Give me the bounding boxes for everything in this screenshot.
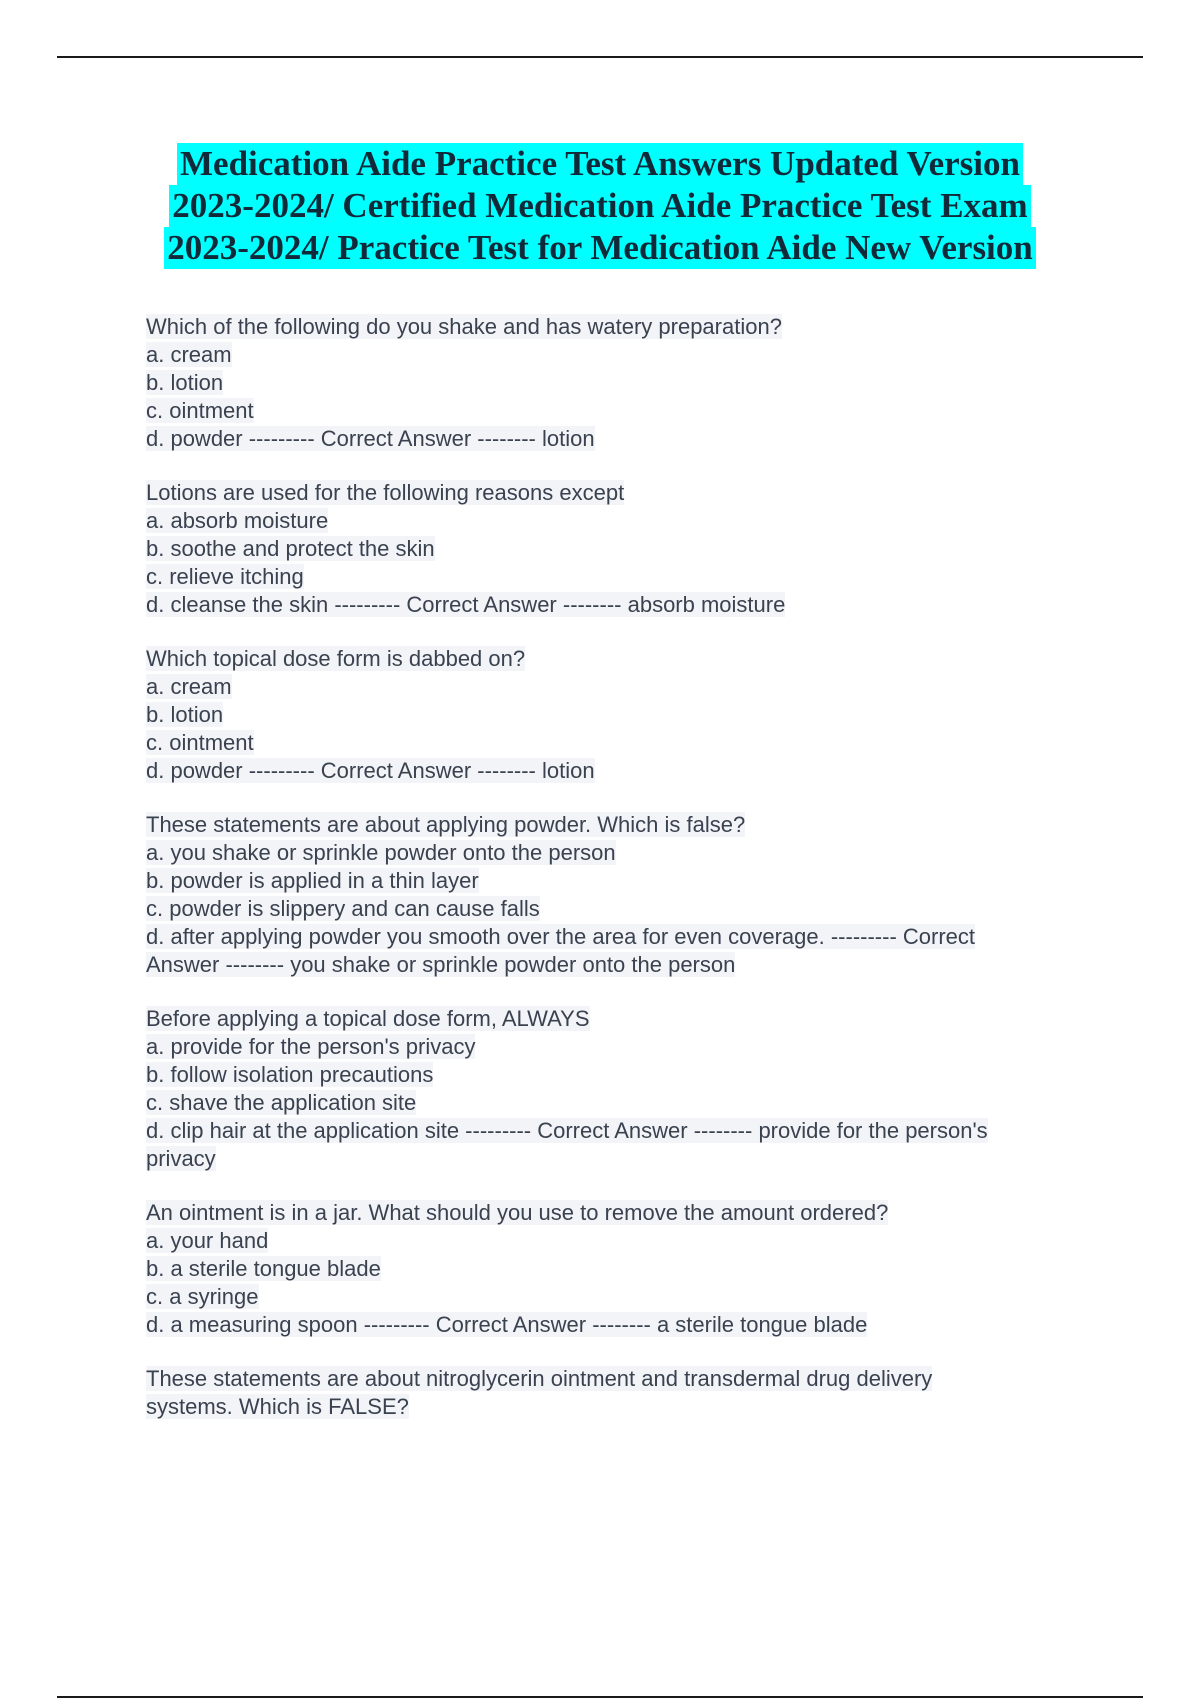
title-line-3: 2023-2024/ Practice Test for Medication Aide New Version [164, 227, 1036, 269]
question-text [146, 1005, 1076, 1033]
option-text: b. lotion [146, 370, 224, 395]
option-text: c. shave the application site [146, 1090, 417, 1115]
option-text: c. powder is slippery and can cause falls [146, 896, 540, 921]
option-text: d. a measuring spoon --------- Correct Answer -------- a sterile tongue blade [146, 1312, 868, 1337]
question-line [146, 563, 1076, 591]
option-text: a. your hand [146, 1228, 269, 1253]
option-text: d. powder --------- Correct Answer -------- lotion [146, 758, 595, 783]
question-line [146, 729, 1076, 757]
option-text: c. a syringe [146, 1284, 259, 1309]
question-line [146, 701, 1076, 729]
question-list [146, 313, 1076, 1447]
option-text: a. cream [146, 674, 232, 699]
question-block [146, 479, 1076, 619]
question-block [146, 1365, 1076, 1421]
option-text: a. provide for the person's privacy [146, 1034, 476, 1059]
option-text: b. lotion [146, 702, 224, 727]
option-text: c. ointment [146, 730, 254, 755]
title-line-1: Medication Aide Practice Test Answers Updated Version [177, 143, 1023, 185]
option-text: b. a sterile tongue blade [146, 1256, 381, 1281]
question-text [146, 313, 1076, 341]
option-text: b. follow isolation precautions [146, 1062, 434, 1087]
option-text: d. clip hair at the application site --------- Correct Answer -------- provide for the person's [146, 1118, 988, 1143]
question-line [146, 895, 1076, 923]
question-line [146, 1033, 1076, 1061]
question-text [146, 645, 1076, 673]
option-text: d. powder --------- Correct Answer -------- lotion [146, 426, 595, 451]
top-rule [57, 56, 1143, 58]
question-block [146, 1199, 1076, 1339]
question-text [146, 479, 1076, 507]
question-line [146, 757, 1076, 785]
question-line [146, 425, 1076, 453]
question-line [146, 397, 1076, 425]
question-text-content: These statements are about applying powder. Which is false? [146, 812, 746, 837]
question-block [146, 1005, 1076, 1173]
question-text-content: Lotions are used for the following reasons except [146, 480, 625, 505]
option-text: systems. Which is FALSE? [146, 1394, 409, 1419]
question-text-content: Before applying a topical dose form, ALWAYS [146, 1006, 590, 1031]
question-line [146, 951, 1076, 979]
bottom-rule [57, 1696, 1143, 1698]
question-text-content: An ointment is in a jar. What should you use to remove the amount ordered? [146, 1200, 889, 1225]
option-text: c. ointment [146, 398, 254, 423]
question-text-content: Which topical dose form is dabbed on? [146, 646, 526, 671]
option-text: privacy [146, 1146, 216, 1171]
option-text: a. absorb moisture [146, 508, 329, 533]
question-line [146, 1145, 1076, 1173]
question-line [146, 1255, 1076, 1283]
question-text [146, 811, 1076, 839]
question-line [146, 1393, 1076, 1421]
question-text [146, 1365, 1076, 1393]
question-text-content: These statements are about nitroglycerin ointment and transdermal drug delivery [146, 1366, 933, 1391]
question-line [146, 1117, 1076, 1145]
option-text: a. you shake or sprinkle powder onto the person [146, 840, 616, 865]
option-text: b. soothe and protect the skin [146, 536, 435, 561]
question-line [146, 1311, 1076, 1339]
question-line [146, 673, 1076, 701]
question-line [146, 591, 1076, 619]
question-block [146, 645, 1076, 785]
title-line-2: 2023-2024/ Certified Medication Aide Practice Test Exam [169, 185, 1030, 227]
question-line [146, 1283, 1076, 1311]
option-text: a. cream [146, 342, 232, 367]
option-text: d. after applying powder you smooth over the area for even coverage. --------- Correct [146, 924, 976, 949]
question-text [146, 1199, 1076, 1227]
question-line [146, 867, 1076, 895]
question-text-content: Which of the following do you shake and has watery preparation? [146, 314, 782, 339]
question-line [146, 341, 1076, 369]
question-line [146, 1227, 1076, 1255]
question-block [146, 313, 1076, 453]
question-block [146, 811, 1076, 979]
question-line [146, 369, 1076, 397]
question-line [146, 535, 1076, 563]
document-title [0, 143, 1200, 269]
option-text: b. powder is applied in a thin layer [146, 868, 479, 893]
option-text: d. cleanse the skin --------- Correct Answer -------- absorb moisture [146, 592, 786, 617]
question-line [146, 1061, 1076, 1089]
option-text: Answer -------- you shake or sprinkle powder onto the person [146, 952, 736, 977]
question-line [146, 1089, 1076, 1117]
option-text: c. relieve itching [146, 564, 304, 589]
question-line [146, 923, 1076, 951]
question-line [146, 839, 1076, 867]
question-line [146, 507, 1076, 535]
